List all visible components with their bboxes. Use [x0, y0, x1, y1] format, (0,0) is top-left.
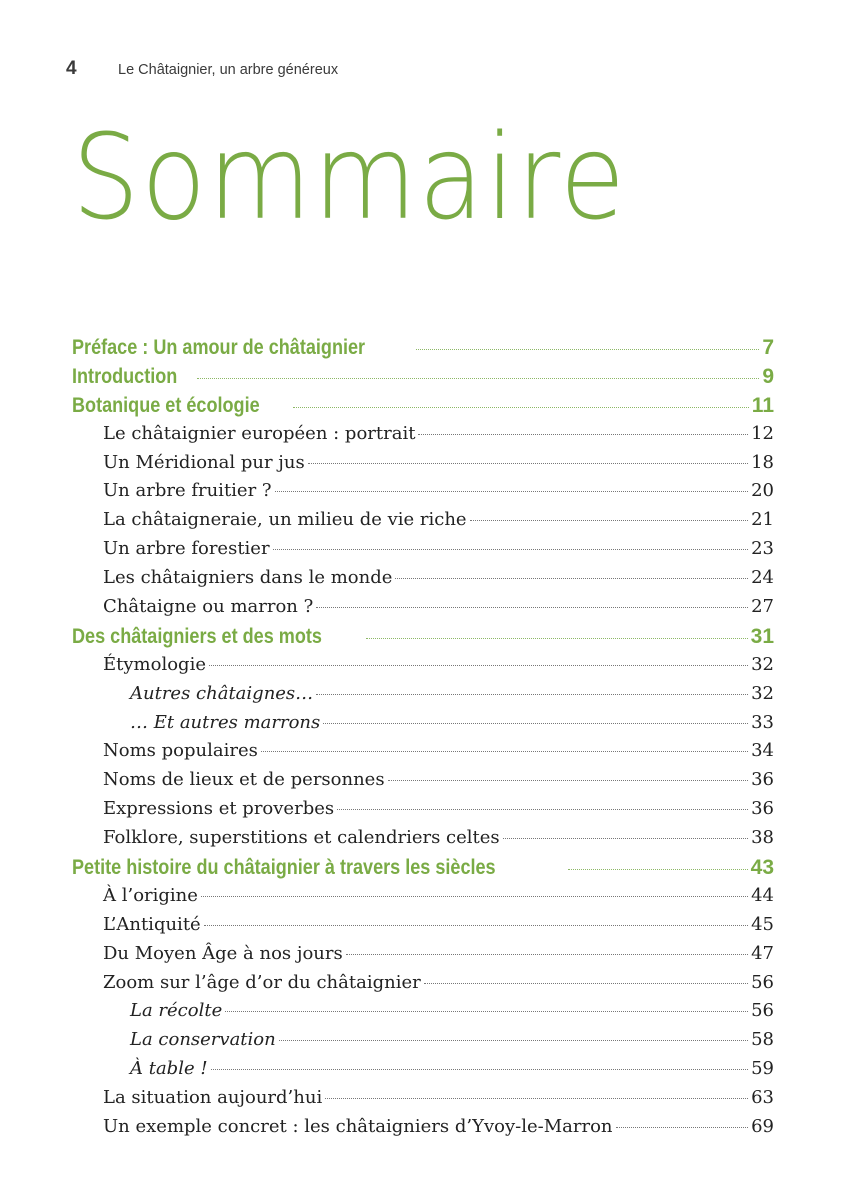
dot-leader	[211, 1069, 749, 1070]
toc-entry-page: 36	[751, 798, 774, 820]
toc-entry-page: 32	[751, 653, 774, 675]
toc-entry-section	[72, 740, 774, 769]
dot-leader	[366, 638, 748, 639]
dot-leader	[395, 578, 748, 579]
table-of-contents	[72, 336, 774, 1145]
toc-entry-label: … Et autres marrons	[130, 711, 321, 733]
toc-entry-chapter	[72, 625, 774, 654]
toc-entry-page: 12	[751, 422, 774, 444]
toc-entry-section	[72, 596, 774, 625]
dot-leader	[197, 378, 759, 379]
running-header	[66, 58, 338, 80]
toc-entry-page: 34	[751, 740, 774, 762]
toc-entry-section	[72, 972, 774, 1001]
toc-entry-section	[72, 509, 774, 538]
toc-entry-chapter	[72, 394, 774, 423]
toc-entry-chapter	[72, 856, 774, 885]
toc-entry-page: 27	[751, 596, 774, 618]
toc-entry-label: Noms de lieux et de personnes	[103, 769, 385, 791]
toc-entry-section	[72, 943, 774, 972]
toc-entry-label: Folklore, superstitions et calendriers celtes	[103, 827, 500, 849]
dot-leader	[204, 925, 748, 926]
running-title: Le Châtaignier, un arbre généreux	[118, 62, 339, 78]
toc-entry-section	[72, 452, 774, 481]
toc-entry-page: 58	[751, 1029, 774, 1051]
toc-entry-page: 9	[762, 364, 774, 388]
page-number: 4	[66, 58, 77, 79]
toc-entry-label: À l’origine	[103, 884, 198, 906]
toc-entry-label: Du Moyen Âge à nos jours	[103, 942, 343, 964]
toc-entry-label: Noms populaires	[103, 740, 258, 762]
toc-entry-page: 31	[750, 624, 774, 648]
dot-leader	[388, 780, 749, 781]
toc-entry-sub	[72, 712, 774, 741]
toc-entry-label: Le châtaignier européen : portrait	[103, 422, 416, 444]
toc-entry-section	[72, 1087, 774, 1116]
toc-entry-page: 24	[751, 567, 774, 589]
toc-entry-label: Châtaigne ou marron ?	[103, 596, 314, 618]
toc-entry-sub	[72, 683, 774, 712]
toc-entry-label: Expressions et proverbes	[103, 798, 335, 820]
toc-entry-label: Un arbre fruitier ?	[103, 480, 272, 502]
toc-entry-label: La récolte	[130, 1000, 223, 1022]
dot-leader	[346, 954, 748, 955]
toc-entry-label: L’Antiquité	[103, 913, 201, 935]
dot-leader	[616, 1127, 749, 1128]
toc-entry-page: 7	[762, 336, 774, 359]
dot-leader	[201, 896, 748, 897]
toc-entry-label: Petite histoire du châtaignier à travers les siècles	[72, 856, 496, 880]
toc-entry-page: 56	[751, 1000, 774, 1022]
toc-entry-page: 43	[750, 856, 774, 880]
toc-entry-page: 23	[751, 538, 774, 560]
dot-leader	[275, 491, 749, 492]
toc-entry-label: Introduction	[72, 364, 178, 388]
toc-entry-chapter	[72, 365, 774, 394]
dot-leader	[424, 983, 748, 984]
dot-leader	[316, 607, 748, 608]
toc-entry-label: La situation aujourd’hui	[103, 1087, 323, 1109]
dot-leader	[337, 809, 748, 810]
dot-leader	[568, 869, 748, 870]
page-title: Sommaire	[72, 108, 627, 246]
toc-entry-label: Préface : Un amour de châtaignier	[72, 336, 366, 359]
dot-leader	[308, 463, 748, 464]
dot-leader	[316, 694, 748, 695]
toc-entry-section	[72, 423, 774, 452]
toc-entry-chapter	[72, 336, 774, 365]
toc-entry-label: Un Méridional pur jus	[103, 451, 305, 473]
toc-entry-label: Zoom sur l’âge d’or du châtaignier	[103, 971, 421, 993]
toc-entry-section	[72, 914, 774, 943]
toc-entry-label: Autres châtaignes…	[130, 682, 314, 704]
toc-entry-section	[72, 480, 774, 509]
toc-entry-section	[72, 567, 774, 596]
toc-entry-section	[72, 827, 774, 856]
toc-entry-page: 56	[751, 971, 774, 993]
toc-entry-sub	[72, 1000, 774, 1029]
toc-entry-page: 18	[751, 451, 774, 473]
toc-entry-page: 20	[751, 480, 774, 502]
toc-entry-section	[72, 538, 774, 567]
toc-entry-page: 38	[751, 827, 774, 849]
toc-entry-section	[72, 769, 774, 798]
toc-entry-label: Botanique et écologie	[72, 393, 260, 417]
dot-leader	[279, 1040, 748, 1041]
dot-leader	[416, 349, 760, 350]
toc-entry-label: À table !	[130, 1058, 208, 1080]
toc-entry-page: 11	[751, 393, 774, 417]
toc-entry-page: 45	[751, 913, 774, 935]
dot-leader	[418, 434, 748, 435]
toc-entry-section	[72, 1116, 774, 1145]
toc-entry-label: Un exemple concret : les châtaigniers d’Yvoy-le-Marron	[103, 1116, 613, 1138]
toc-entry-page: 44	[751, 884, 774, 906]
dot-leader	[293, 407, 749, 408]
toc-entry-page: 47	[751, 942, 774, 964]
dot-leader	[503, 838, 748, 839]
toc-entry-section	[72, 885, 774, 914]
toc-entry-section	[72, 654, 774, 683]
dot-leader	[273, 549, 749, 550]
toc-entry-label: Les châtaigniers dans le monde	[103, 567, 393, 589]
toc-entry-label: Étymologie	[103, 653, 206, 675]
toc-entry-page: 32	[751, 682, 774, 704]
toc-entry-page: 36	[751, 769, 774, 791]
toc-entry-sub	[72, 1058, 774, 1087]
dot-leader	[325, 1098, 748, 1099]
toc-entry-page: 63	[751, 1087, 774, 1109]
toc-entry-page: 69	[751, 1116, 774, 1138]
dot-leader	[323, 723, 748, 724]
dot-leader	[209, 665, 748, 666]
toc-entry-label: La conservation	[130, 1029, 276, 1051]
toc-entry-label: Un arbre forestier	[103, 538, 270, 560]
toc-entry-page: 21	[751, 509, 774, 531]
dot-leader	[225, 1011, 748, 1012]
toc-entry-page: 33	[751, 711, 774, 733]
toc-entry-label: Des châtaigniers et des mots	[72, 624, 322, 648]
toc-entry-section	[72, 798, 774, 827]
toc-entry-sub	[72, 1029, 774, 1058]
toc-entry-label: La châtaigneraie, un milieu de vie riche	[103, 509, 467, 531]
dot-leader	[261, 751, 748, 752]
toc-entry-page: 59	[751, 1058, 774, 1080]
dot-leader	[470, 520, 749, 521]
